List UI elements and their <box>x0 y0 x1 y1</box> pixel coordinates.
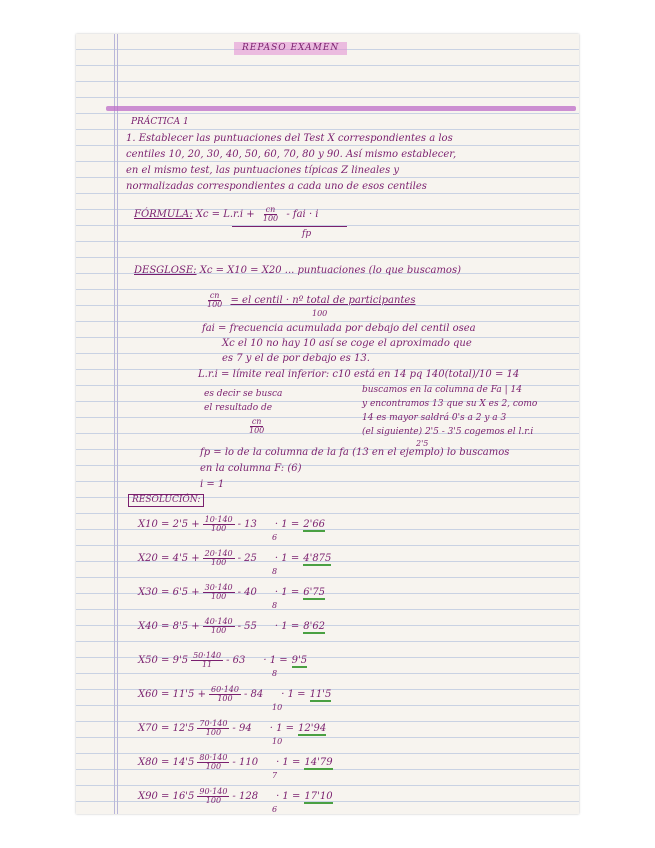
fraction-numerator: 10·140 <box>204 515 233 524</box>
resolution-result: 4'875 <box>303 553 332 564</box>
fai-line: es 7 y el de por debajo es 13. <box>222 353 370 364</box>
cn-fraction <box>205 292 224 309</box>
fraction-denominator: 11 <box>201 660 213 669</box>
fraction-denominator: 100 <box>205 762 222 771</box>
resolution-row <box>138 788 333 805</box>
fraction-denominator: 100 <box>210 626 227 635</box>
fraction-denominator: 100 <box>210 524 227 533</box>
formula-tail: · i <box>308 209 319 220</box>
fraction-numerator: cn <box>251 417 262 426</box>
fraction-numerator: 20·140 <box>204 549 233 558</box>
resolution-divisor: 10 <box>272 737 283 746</box>
resolution-fraction <box>203 584 235 601</box>
fai-line: fai = frecuencia acumulada por debajo del centil osea <box>202 323 476 334</box>
fraction-denominator: 100 <box>249 426 265 435</box>
resolution-fraction <box>191 652 223 669</box>
cn-denominator: 100 <box>312 309 328 318</box>
lri-line: y encontramos 13 que su X es 2, como <box>362 399 538 409</box>
page-title: REPASO EXAMEN <box>234 42 347 55</box>
resolution-subtract: - 84 <box>243 689 264 700</box>
resolution-result: 6'75 <box>303 587 326 598</box>
statement-line: normalizadas correspondientes a cada uno de esos centiles <box>126 181 427 192</box>
resolution-fraction <box>197 788 229 805</box>
fraction-bar <box>232 226 347 227</box>
fraction-numerator: cn <box>209 291 220 300</box>
fraction-numerator: 80·140 <box>199 753 228 762</box>
i-value: i = 1 <box>200 479 225 490</box>
resolution-subtract: - 110 <box>232 757 259 768</box>
fai-line: Xc el 10 no hay 10 así se coge el aproximado que <box>222 338 472 349</box>
resolution-lhs: X70 = 12'5 <box>138 723 195 734</box>
resolution-fraction <box>203 550 235 567</box>
resolution-tail: · 1 = <box>274 587 300 598</box>
fraction-numerator: 40·140 <box>204 617 233 626</box>
margin-line <box>114 34 115 814</box>
resolution-divisor: 10 <box>272 703 283 712</box>
fraction-denominator: 100 <box>210 558 227 567</box>
lri-line: (el siguiente) 2'5 - 3'5 cogemos el l.r.i <box>362 427 534 437</box>
resolution-result: 11'5 <box>309 689 332 700</box>
fraction-numerator: 50·140 <box>193 651 222 660</box>
resolution-subtract: - 40 <box>237 587 257 598</box>
fraction-numerator: 70·140 <box>199 719 228 728</box>
resolution-result: 14'79 <box>304 757 333 768</box>
lri-line: L.r.i = límite real inferior: c10 está en 14 pq 140(total)/10 = 14 <box>198 369 520 380</box>
resolution-lhs: X50 = 9'5 <box>138 655 189 666</box>
resolution-tail: · 1 = <box>269 723 294 734</box>
resolution-tail: · 1 = <box>276 791 301 802</box>
fp-line: fp = lo de la columna de la fa (13 en el ejemplo) lo buscamos <box>200 447 510 458</box>
note-line: es decir se busca <box>204 389 283 399</box>
practice-heading: PRÁCTICA 1 <box>131 117 189 127</box>
resolution-lhs: X40 = 8'5 + <box>138 621 200 632</box>
lri-line: buscamos en la columna de Fa | 14 <box>362 385 522 395</box>
resolution-row <box>138 652 307 669</box>
note-line: el resultado de <box>204 403 273 413</box>
resolution-fraction <box>203 618 235 635</box>
resolution-result: 17'10 <box>304 791 333 802</box>
resolution-fraction <box>197 754 229 771</box>
resolution-row <box>138 618 325 635</box>
fraction-denominator: 100 <box>262 214 279 223</box>
fraction-numerator: 30·140 <box>204 583 233 592</box>
lri-line: 14 es mayor saldrá 0's a 2 y a 3 <box>362 413 507 423</box>
fraction-denominator: 100 <box>205 796 222 805</box>
resolution-divisor: 8 <box>272 669 278 678</box>
resolution-fraction <box>197 720 229 737</box>
formula <box>134 206 319 223</box>
resolution-tail: · 1 = <box>274 519 300 530</box>
resolution-tail: · 1 = <box>281 689 306 700</box>
resolution-subtract: - 94 <box>232 723 252 734</box>
resolution-lhs: X20 = 4'5 + <box>138 553 200 564</box>
fraction-denominator: 100 <box>205 728 222 737</box>
fraction-numerator: cn <box>265 205 276 214</box>
statement-line: centiles 10, 20, 30, 40, 50, 60, 70, 80 y 90. Así mismo establecer, <box>126 149 457 160</box>
resolution-row <box>138 516 325 533</box>
resolution-lhs: X10 = 2'5 + <box>138 519 200 530</box>
resolution-subtract: - 13 <box>237 519 257 530</box>
resolution-row <box>138 720 326 737</box>
lri-line: 2'5 <box>416 439 429 448</box>
resolution-result: 9'5 <box>291 655 308 666</box>
cn-definition <box>202 292 415 309</box>
resolution-row <box>138 550 331 567</box>
fraction-denominator: 100 <box>217 694 233 703</box>
resolution-lhs: X30 = 6'5 + <box>138 587 200 598</box>
resolucion-label: RESOLUCIÓN: <box>128 494 204 507</box>
resolution-fraction <box>209 686 241 703</box>
resolution-tail: · 1 = <box>274 621 300 632</box>
desglose-text: Xc = X10 = X20 ... puntuaciones (lo que buscamos) <box>199 265 461 276</box>
resolution-tail: · 1 = <box>263 655 288 666</box>
fraction-denominator: 100 <box>210 592 227 601</box>
resolution-lhs: X60 = 11'5 + <box>138 689 206 700</box>
resolution-divisor: 8 <box>272 567 278 576</box>
resolution-result: 2'66 <box>303 519 326 530</box>
resolution-subtract: - 128 <box>232 791 259 802</box>
fraction-numerator: 60·140 <box>210 685 239 694</box>
desglose-line <box>134 266 461 276</box>
resolution-divisor: 6 <box>272 805 278 814</box>
resolution-divisor: 6 <box>272 533 278 542</box>
margin-line <box>117 34 118 814</box>
resolution-subtract: - 25 <box>237 553 257 564</box>
resolution-fraction <box>203 516 235 533</box>
resolution-subtract: - 55 <box>237 621 257 632</box>
cn-text: = el centil · nº total de participantes <box>230 295 416 306</box>
resolution-row <box>138 754 333 771</box>
desglose-label: DESGLOSE: <box>134 265 197 276</box>
resolution-row <box>138 686 331 703</box>
fraction-denominator: 100 <box>207 300 223 309</box>
resolution-row <box>138 584 325 601</box>
notebook-page <box>76 34 579 814</box>
highlight-stroke <box>106 106 576 111</box>
resolution-result: 8'62 <box>303 621 326 632</box>
resolution-divisor: 7 <box>272 771 278 780</box>
note-frac <box>247 418 266 435</box>
note-fraction <box>244 418 269 435</box>
statement-line: en el mismo test, las puntuaciones típicas Z lineales y <box>126 165 400 176</box>
formula-denominator: fp <box>302 229 312 239</box>
formula-lhs: Xc = L.r.i + <box>195 209 255 220</box>
statement-line: 1. Establecer las puntuaciones del Test X correspondientes a los <box>126 133 453 144</box>
formula-label: FÓRMULA: <box>134 209 193 220</box>
resolution-tail: · 1 = <box>276 757 301 768</box>
formula-minus: - fai <box>286 209 306 220</box>
formula-fraction <box>261 206 280 223</box>
fp-line: en la columna F: (6) <box>200 463 302 474</box>
resolution-lhs: X90 = 16'5 <box>138 791 195 802</box>
resolution-result: 12'94 <box>298 723 327 734</box>
resolution-tail: · 1 = <box>274 553 300 564</box>
resolution-divisor: 8 <box>272 601 278 610</box>
fraction-numerator: 90·140 <box>199 787 228 796</box>
resolution-subtract: - 63 <box>226 655 246 666</box>
resolution-lhs: X80 = 14'5 <box>138 757 195 768</box>
